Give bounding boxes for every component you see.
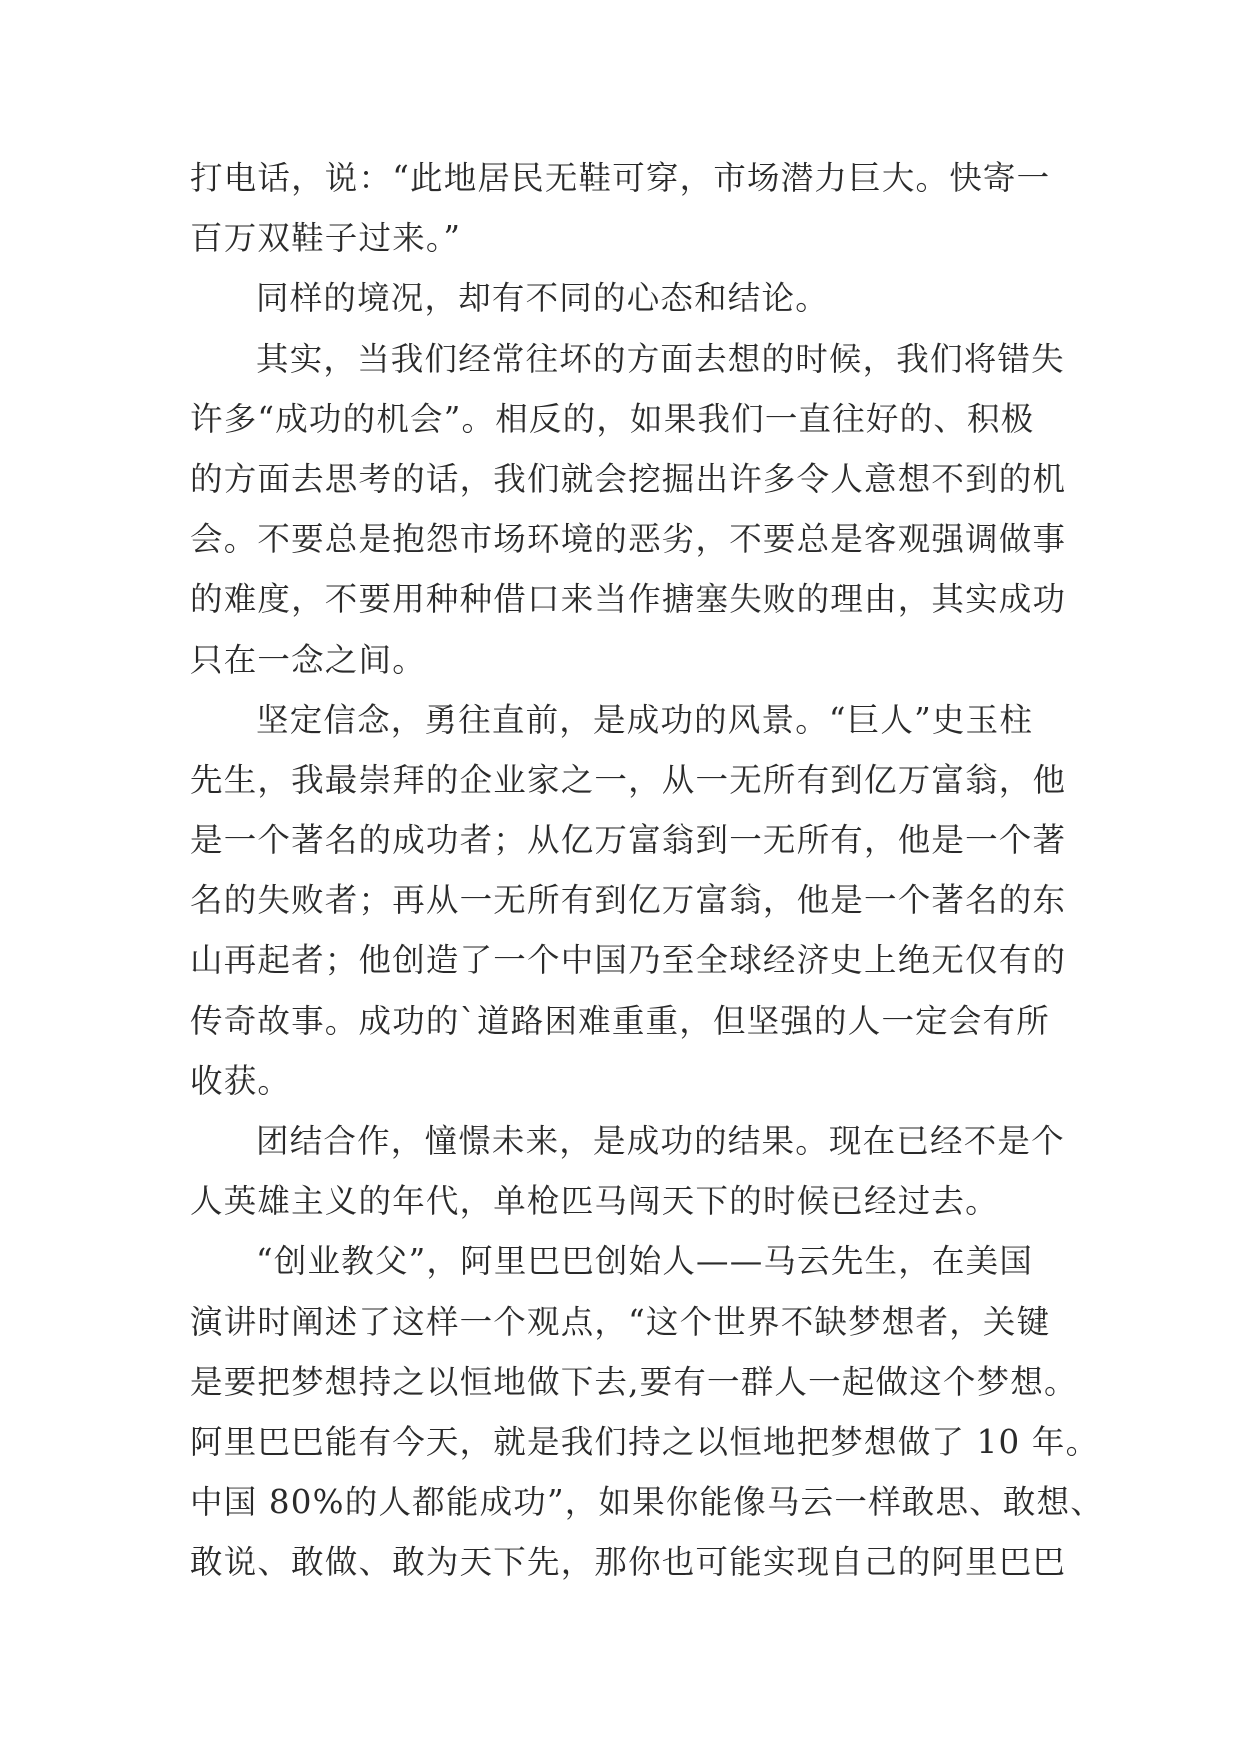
text-line: 名的失败者；再从一无所有到亿万富翁，他是一个著名的东 bbox=[190, 881, 1067, 920]
text-line: 团结合作，憧憬未来，是成功的结果。现在已经不是个 bbox=[256, 1122, 1065, 1160]
text-line: 的方面去思考的话，我们就会挖掘出许多令人意想不到的机 bbox=[190, 459, 1067, 498]
text-line: 山再起者；他创造了一个中国乃至全球经济史上绝无仅有的 bbox=[190, 941, 1067, 980]
text-line: 同样的境况，却有不同的心态和结论。 bbox=[256, 279, 829, 318]
text-line: 坚定信念，勇往直前，是成功的风景。“巨人”史玉柱 bbox=[256, 700, 1034, 739]
text-line: 打电话，说：“此地居民无鞋可穿，市场潜力巨大。快寄一 bbox=[190, 159, 1051, 197]
text-line: 只在一念之间。 bbox=[190, 640, 426, 679]
text-line: 演讲时阐述了这样一个观点，“这个世界不缺梦想者，关键 bbox=[190, 1302, 1051, 1341]
text-line: 传奇故事。成功的`道路困难重重，但坚强的人一定会有所 bbox=[190, 1001, 1050, 1040]
text-line: 是要把梦想持之以恒地做下去,要有一群人一起做这个梦想。 bbox=[190, 1362, 1078, 1401]
text-line: 先生，我最崇拜的企业家之一，从一无所有到亿万富翁，他 bbox=[190, 760, 1067, 799]
text-line: 的难度，不要用种种借口来当作搪塞失败的理由，其实成功 bbox=[190, 580, 1067, 619]
text-line: 许多“成功的机会”。相反的，如果我们一直往好的、积极 bbox=[190, 399, 1035, 438]
text-line: 阿里巴巴能有今天，就是我们持之以恒地把梦想做了 10 年。 bbox=[190, 1422, 1100, 1461]
text-line: 其实，当我们经常往坏的方面去想的时候，我们将错失 bbox=[256, 339, 1065, 378]
text-line: 会。不要总是抱怨市场环境的恶劣，不要总是客观强调做事 bbox=[190, 520, 1067, 559]
text-line: 收获。 bbox=[190, 1061, 292, 1100]
text-line: 敢说、敢做、敢为天下先，那你也可能实现自己的阿里巴巴 bbox=[190, 1543, 1067, 1582]
text-line: 百万双鞋子过来。” bbox=[190, 219, 462, 258]
text-line: “创业教父”，阿里巴巴创始人——马云先生，在美国 bbox=[256, 1242, 1034, 1281]
body-text bbox=[190, 148, 1104, 1593]
text-line: 是一个著名的成功者；从亿万富翁到一无所有，他是一个著 bbox=[190, 821, 1067, 860]
text-line: 人英雄主义的年代，单枪匹马闯天下的时候已经过去。 bbox=[190, 1182, 999, 1221]
text-line: 中国 80%的人都能成功”，如果你能像马云一样敢思、敢想、 bbox=[190, 1483, 1104, 1522]
